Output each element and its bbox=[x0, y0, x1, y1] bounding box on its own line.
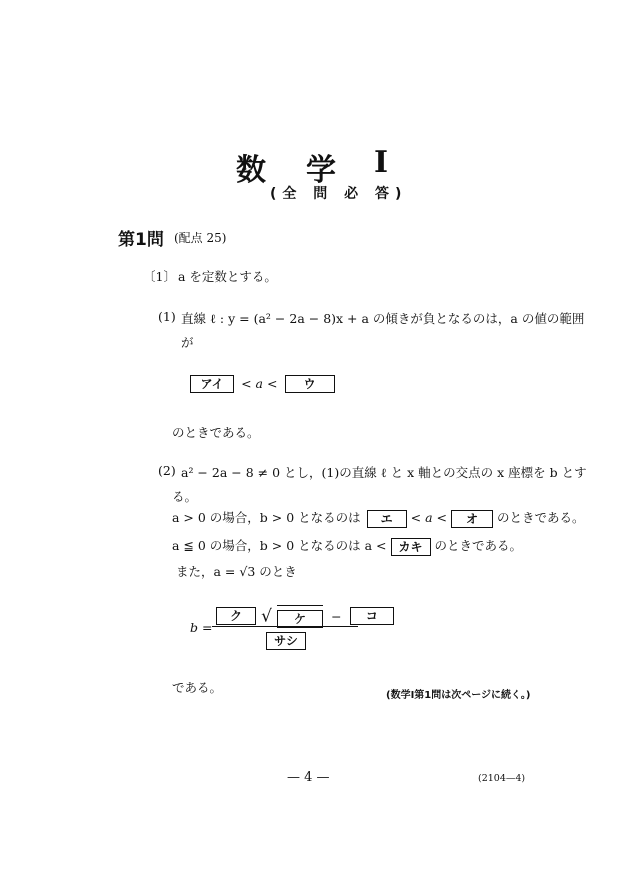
subq2-case2 bbox=[172, 536, 522, 556]
case2-prefix: a ≦ 0 の場合，b > 0 となるのは a < bbox=[172, 538, 387, 553]
formula-lhs: b = bbox=[190, 620, 213, 635]
subq2-also: また，a = √3 のとき bbox=[176, 564, 297, 579]
subq2-closing: である。 bbox=[172, 680, 223, 695]
answer-box-sashi[interactable]: サシ bbox=[266, 632, 306, 650]
subq2-text-line1: a² − 2a − 8 ≠ 0 とし，(1)の直線 ℓ と x 軸との交点の x 座標を b とす bbox=[181, 465, 587, 480]
subq1-text-line2: が bbox=[181, 335, 194, 350]
subq2-case1 bbox=[172, 508, 584, 528]
title-char-3: I bbox=[374, 145, 389, 180]
fraction-bar bbox=[212, 626, 358, 627]
page-number: — 4 — bbox=[287, 770, 330, 785]
exam-code: (2104—4) bbox=[478, 773, 526, 784]
case2-suffix: のときである。 bbox=[434, 538, 523, 553]
answer-box-ko[interactable]: コ bbox=[350, 607, 394, 625]
subq1-closing: のときである。 bbox=[172, 425, 260, 440]
part-marker: 〔1〕 bbox=[143, 269, 176, 284]
continue-note: (数学Ⅰ第1問は次ページに続く。) bbox=[386, 690, 531, 701]
subq1-inequality bbox=[190, 373, 335, 393]
formula-minus: − bbox=[331, 608, 342, 624]
subq2-number: (2) bbox=[158, 463, 176, 478]
answer-box-ke[interactable]: ケ bbox=[277, 610, 323, 628]
page-subtitle: (全 問 必 答) bbox=[270, 186, 408, 202]
part-intro: a を定数とする。 bbox=[178, 269, 277, 284]
subq1-text-line1: 直線 ℓ : y = (a² − 2a − 8)x + a の傾きが負となるのは，a の値の範囲 bbox=[181, 311, 585, 326]
title-char-1: 数 bbox=[236, 153, 266, 188]
sqrt-overline bbox=[277, 605, 323, 628]
answer-box-o[interactable]: オ bbox=[451, 510, 493, 528]
answer-box-ku[interactable]: ク bbox=[216, 607, 256, 625]
subq1-number: (1) bbox=[158, 309, 176, 324]
inequality-middle: < a < bbox=[241, 376, 278, 391]
case1-suffix: のときである。 bbox=[496, 510, 585, 525]
question-label: 第1問 bbox=[118, 230, 164, 250]
question-points: (配点 25) bbox=[174, 231, 227, 245]
answer-box-e[interactable]: エ bbox=[367, 510, 407, 528]
answer-box-u[interactable]: ウ bbox=[285, 375, 335, 393]
formula-numerator bbox=[216, 605, 394, 628]
answer-box-kaki[interactable]: カキ bbox=[391, 538, 431, 556]
sqrt-symbol: √ bbox=[261, 606, 272, 627]
case1-prefix: a > 0 の場合，b > 0 となるのは bbox=[172, 510, 361, 525]
subq2-text-line2: る。 bbox=[172, 489, 198, 504]
title-char-2: 学 bbox=[306, 153, 336, 188]
formula-denominator bbox=[266, 630, 306, 650]
answer-box-ai[interactable]: アイ bbox=[190, 375, 234, 393]
case1-middle: < a < bbox=[410, 510, 447, 525]
